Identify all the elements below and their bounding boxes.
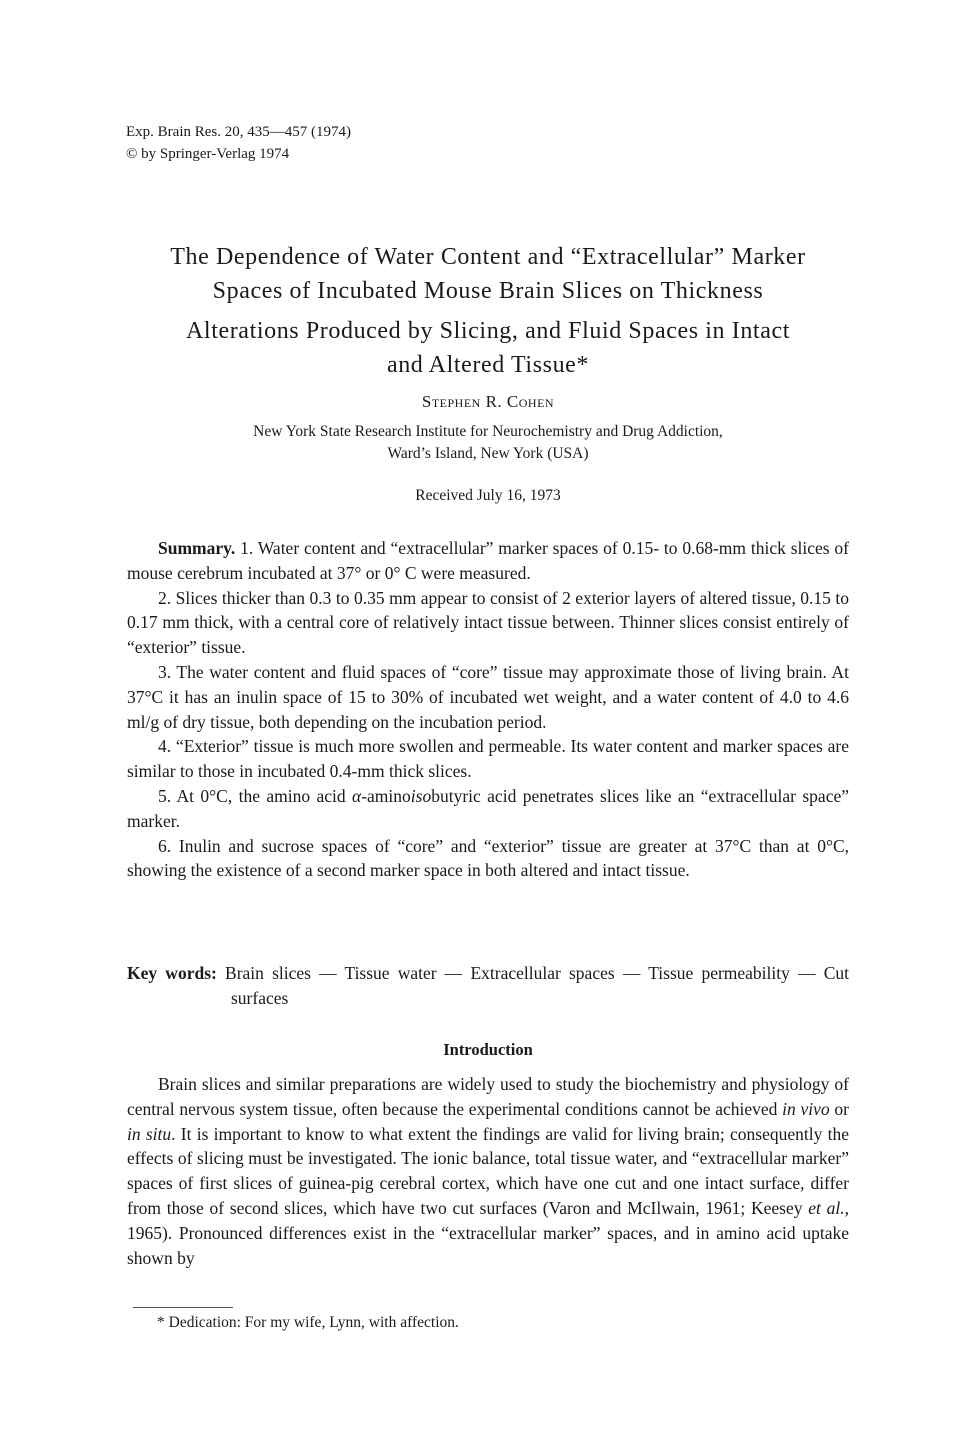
title-line-2: Spaces of Incubated Mouse Brain Slices on Thickness (212, 278, 764, 304)
introduction-section (127, 1072, 849, 1270)
intro-text-1: Brain slices and similar preparations are widely used to study the biochemistry and physiology of central nervous system tissue, often because the experimental conditions cannot be achieved (127, 1074, 849, 1119)
keywords-label: Key words: (127, 963, 217, 983)
author-name: Stephen R. Cohen (421, 392, 555, 411)
summary-p5-iso: iso (410, 785, 432, 806)
paper-title (100, 240, 876, 382)
journal-header (126, 121, 351, 165)
summary-paragraph-1 (127, 536, 849, 586)
footnote-divider (133, 1307, 233, 1308)
intro-in-situ: in situ (127, 1123, 172, 1144)
summary-paragraph-3: 3. The water content and fluid spaces of “core” tissue may approximate those of living brain. At 37°C it has an inulin space of 15 to 30% of incubated wet weight, and a water content of 4.0 to 4.6 ml/g of dry tissue, both depending on the incubation period. (127, 661, 849, 732)
summary-section (127, 536, 849, 883)
received-date: Received July 16, 1973 (415, 487, 561, 504)
intro-text-3: , 1965). Pronounced differences exist in the “extracellular marker” spaces, and in amino acid uptake shown by (127, 1197, 849, 1268)
intro-text-2: . It is important to know to what extent the findings are valid for living brain; consequently the effects of slicing must be investigated. The ionic balance, total tissue water, and “extracellular marker” spaces of first slices of guinea-pig cerebral cortex, which have one cut and one intact surface, differ from those of second slices, which have two cut surfaces (Varon and McIlwain, 1961; Keesey (127, 1123, 849, 1218)
summary-paragraph-5 (127, 784, 849, 834)
keywords-text: Brain slices — Tissue water — Extracellular spaces — Tissue permeability — Cut surfaces (225, 963, 850, 1008)
title-line-4: and Altered Tissue* (386, 352, 590, 378)
introduction-paragraph (127, 1072, 849, 1270)
affiliation (100, 421, 876, 465)
intro-et-al: et al. (808, 1197, 845, 1218)
summary-paragraph-4: 4. “Exterior” tissue is much more swollen and permeable. Its water content and marker spaces are similar to those in incubated 0.4-mm thick slices. (127, 736, 849, 782)
keywords (127, 961, 849, 1011)
title-line-1: The Dependence of Water Content and “Extracellular” Marker (170, 244, 806, 270)
summary-p1-text: 1. Water content and “extracellular” marker spaces of 0.15- to 0.68-mm thick slices of mouse cerebrum incubated at 37° or 0° C were measured. (127, 538, 849, 583)
intro-in-vivo: in vivo (782, 1098, 830, 1119)
summary-paragraph-6: 6. Inulin and sucrose spaces of “core” and “exterior” tissue are greater at 37°C than at 0°C, showing the existence of a second marker space in both altered and intact tissue. (127, 835, 849, 881)
intro-or: or (829, 1098, 849, 1119)
title-line-3: Alterations Produced by Slicing, and Fluid Spaces in Intact (186, 318, 790, 344)
introduction-heading: Introduction (443, 1040, 533, 1059)
summary-paragraph-2: 2. Slices thicker than 0.3 to 0.35 mm appear to consist of 2 exterior layers of altered tissue, 0.15 to 0.17 mm thick, with a central core of relatively intact tissue between. Thinner slices consist entirely of “exterior” tissue. (127, 587, 849, 658)
footnote-dedication: * Dedication: For my wife, Lynn, with affection. (157, 1314, 459, 1331)
summary-p5-part-a: 5. At 0°C, the amino acid (158, 785, 353, 806)
summary-p5-alpha: α (352, 785, 362, 806)
summary-label: Summary. (158, 538, 236, 558)
journal-citation: Exp. Brain Res. 20, 435—457 (1974) (126, 124, 351, 140)
affiliation-line-2: Ward’s Island, New York (USA) (387, 445, 589, 462)
summary-p5-part-c: butyric acid penetrates slices like an “extracellular space” marker. (127, 785, 849, 831)
affiliation-line-1: New York State Research Institute for Neurochemistry and Drug Addiction, (253, 423, 723, 440)
copyright-line: © by Springer-Verlag 1974 (126, 146, 290, 162)
summary-p5-part-b: -amino (361, 785, 411, 806)
